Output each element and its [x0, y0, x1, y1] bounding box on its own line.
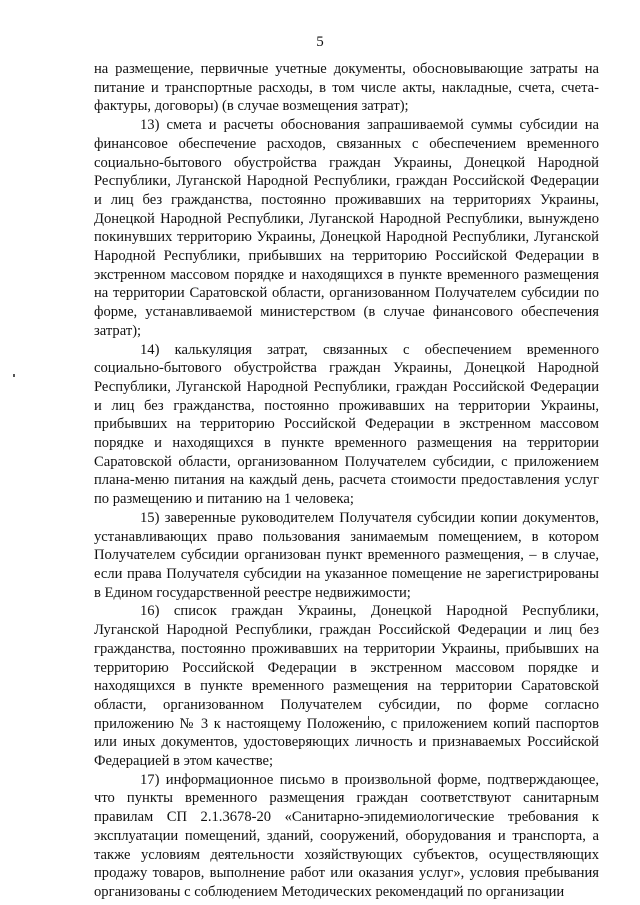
- paragraph-item-16: 16) список граждан Украины, Донецкой Народной Республики, Луганской Народной Республики, граждан Российской Федерации и лиц без гражданства, постоянно проживавших на территории Украины, прибывших на территорию Российской Федерации в экстренном массовом порядке и находящихся в пункте временного размещения на территории Саратовской области, организованном Получателем субсидии, по форме согласно приложению № 3 к настоящему Положению, с приложением копий паспортов или иных документов, удостоверяющих личность и признаваемых Российской Федерацией в этом качестве;: [94, 603, 599, 770]
- paragraph-continuation: на размещение, первичные учетные документы, обосновывающие затраты на питание и транспортные расходы, в том числе акты, накладные, счета, счета-фактуры, договоры) (в случае возмещения затрат);: [94, 61, 599, 115]
- paragraph-item-13: 13) смета и расчеты обоснования запрашиваемой суммы субсидии на финансовое обеспечение расходов, связанных с обеспечением временного социально-бытового обустройства граждан Украины, Донецкой Народной Республики, Луганской Народной Республики, граждан Российской Федерации и лиц без гражданства, постоянно проживавших на территориях Украины, Донецкой Народной Республики, Луганской Народной Республики, вынуждено покинувших территорию Украины, Донецкой Народной Республики, Луганской Народной Республики, прибывших на территорию Российской Федерации в экстренном массовом порядке и находящихся в пункте временного размещения на территории Саратовской области, организованном Получателем субсидии по форме, устанавливаемой министерством (в случае финансового обеспечения затрат);: [94, 117, 599, 339]
- page-number: 5: [316, 34, 324, 50]
- paragraph-item-15: 15) заверенные руководителем Получателя субсидии копии документов, устанавливающих право пользования занимаемым помещением, в котором Получателем субсидии организован пункт временного размещения, – в случае, если права Получателя субсидии на указанное помещение не зарегистрированы в Едином государственной реестре недвижимости;: [94, 509, 599, 601]
- paragraph-item-17: 17) информационное письмо в произвольной форме, подтверждающее, что пункты временного размещения граждан соответствуют санитарным правилам СП 2.1.3678-20 «Санитарно-эпидемиологические требования к эксплуатации помещений, зданий, сооружений, оборудования и транспорта, а также условиям деятельности хозяйствующих субъектов, осуществляющих продажу товаров, выполнение работ или оказания услуг», условия пребывания организованы с соблюдением Методических рекомендаций по организации: [94, 771, 599, 900]
- document-body: [94, 60, 599, 902]
- scan-artifact: [13, 374, 15, 377]
- paragraph-item-14: 14) калькуляция затрат, связанных с обеспечением временного социально-бытового обустройства граждан Украины, Донецкой Народной Республики, Луганской Народной Республики, граждан Российской Федерации и лиц без гражданства, постоянно проживавших на территории Украины, прибывших на территорию Российской Федерации в экстренном массовом порядке и находящихся в пункте временного размещения на территории Саратовской области, организованном Получателем субсидии, с приложением плана-меню питания на каждый день, расчета стоимости предоставления услуг по размещению и питанию на 1 человека;: [94, 341, 599, 508]
